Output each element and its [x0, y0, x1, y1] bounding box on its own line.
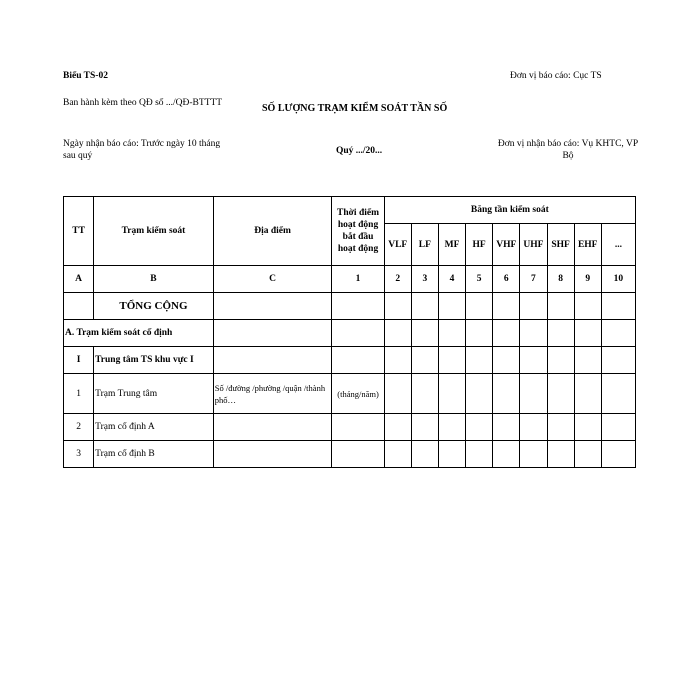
header-band: ...: [601, 224, 635, 266]
center-row: [64, 347, 636, 374]
report-unit: Đơn vị báo cáo: Cục TS: [510, 71, 602, 81]
document-title: SỐ LƯỢNG TRẠM KIỂM SOÁT TẦN SỐ: [262, 103, 448, 114]
report-deadline: Ngày nhận báo cáo: Trước ngày 10 tháng sau quý: [63, 139, 221, 161]
index-cell: 5: [466, 266, 493, 293]
receiving-unit: Đơn vị nhận báo cáo: Vụ KHTC, VP Bộ: [497, 139, 639, 161]
report-quarter: Quý .../20...: [336, 146, 383, 156]
row-name: Trạm cố định A: [94, 414, 214, 441]
header-band: VLF: [384, 224, 411, 266]
header-band: SHF: [547, 224, 574, 266]
row-name: Trạm cố định B: [94, 441, 214, 468]
row-name: Trạm Trung tâm: [94, 374, 214, 414]
issued-under-text: Ban hành kèm theo QĐ số .../QĐ-BTTTT: [63, 98, 223, 108]
header-band: LF: [411, 224, 438, 266]
index-cell: A: [64, 266, 94, 293]
index-cell: 6: [493, 266, 520, 293]
header-station: Trạm kiểm soát: [94, 197, 214, 266]
table-row: [64, 441, 636, 468]
index-row: [64, 266, 636, 293]
section-row: [64, 320, 636, 347]
table-row: [64, 414, 636, 441]
row-tt: 3: [64, 441, 94, 468]
index-cell: B: [94, 266, 214, 293]
total-row: [64, 293, 636, 320]
row-tt: 2: [64, 414, 94, 441]
index-cell: 10: [601, 266, 635, 293]
header-start-time: Thời điểm hoạt động bắt đầu hoạt động: [332, 197, 384, 266]
header-bands-group: Băng tần kiểm soát: [384, 197, 635, 224]
table-row: [64, 374, 636, 414]
index-cell: 4: [438, 266, 465, 293]
row-tt: 1: [64, 374, 94, 414]
center-name: Trung tâm TS khu vực I: [94, 347, 214, 374]
row-location: Số /đường /phường /quận /thành phố…: [213, 374, 332, 414]
header-tt: TT: [64, 197, 94, 266]
header-band: EHF: [574, 224, 601, 266]
form-code: Biểu TS-02: [63, 71, 108, 81]
header-band: MF: [438, 224, 465, 266]
header-band: HF: [466, 224, 493, 266]
stations-table: [63, 196, 636, 468]
row-time: (tháng/năm): [332, 374, 384, 414]
section-a-label: A. Trạm kiểm soát cố định: [64, 320, 214, 347]
index-cell: C: [213, 266, 332, 293]
center-tt: I: [64, 347, 94, 374]
header-band: VHF: [493, 224, 520, 266]
total-label: TỔNG CỘNG: [94, 293, 214, 320]
index-cell: 9: [574, 266, 601, 293]
index-cell: 8: [547, 266, 574, 293]
header-band: UHF: [520, 224, 547, 266]
index-cell: 2: [384, 266, 411, 293]
index-cell: 1: [332, 266, 384, 293]
index-cell: 3: [411, 266, 438, 293]
index-cell: 7: [520, 266, 547, 293]
header-location: Địa điểm: [213, 197, 332, 266]
